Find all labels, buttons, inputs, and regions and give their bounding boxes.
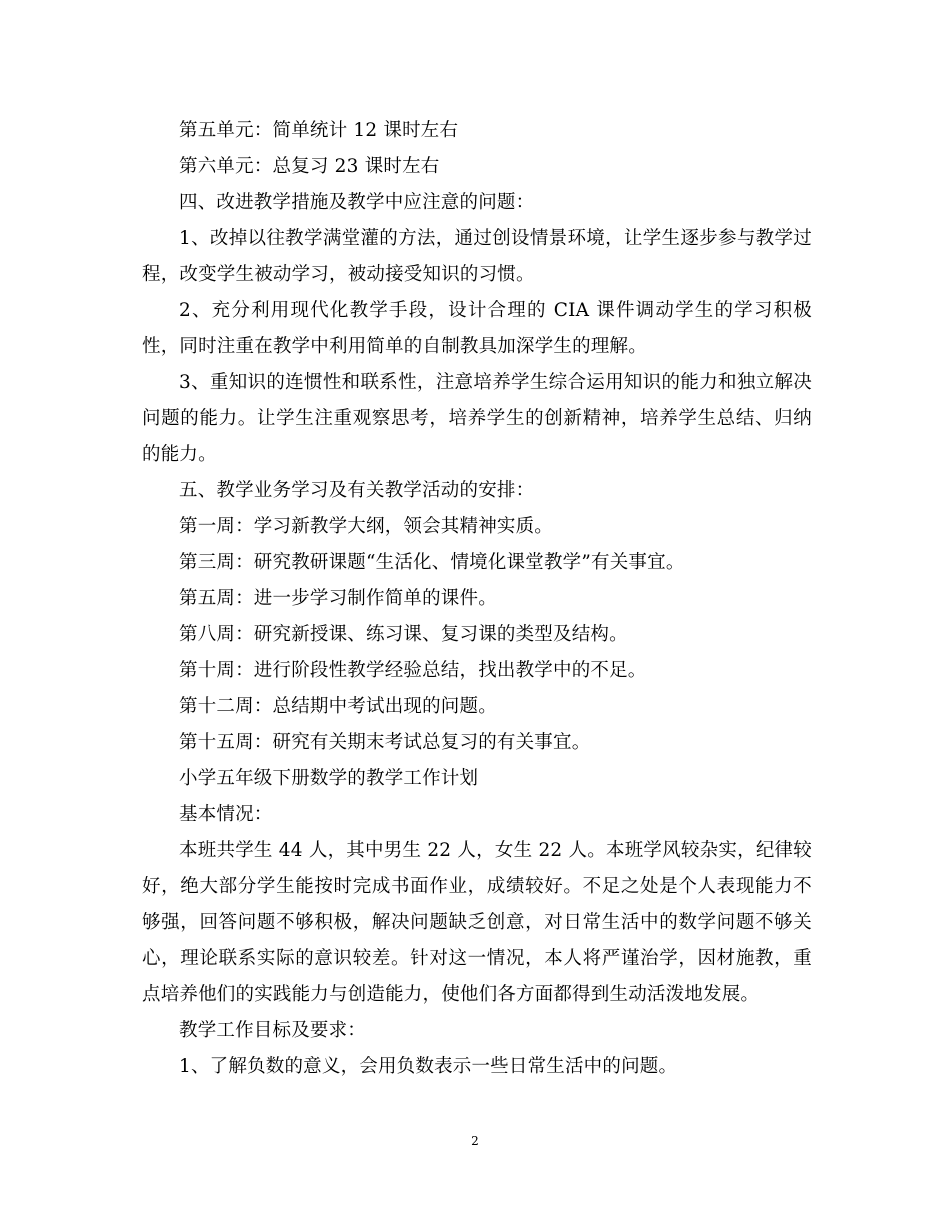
section-heading-activity-schedule: 五、教学业务学习及有关教学活动的安排： xyxy=(179,480,535,501)
document-body xyxy=(142,113,812,1085)
paragraph-unit-six: 第六单元：总复习 23 课时左右 xyxy=(179,156,440,177)
paragraph-goal-1: 1、了解负数的意义，会用负数表示一些日常生活中的问题。 xyxy=(179,1056,678,1077)
paragraph-class-situation: 本班共学生 44 人，其中男生 22 人，女生 22 人。本班学风较杂实，纪律较好，绝大部分学生能按时完成书面作业，成绩较好。不足之处是个人表现能力不够强，回答问题不够积极，解决问题缺乏创意，对日常生活中的数学问题不够关心，理论联系实际的意识较差。针对这一情况，本人将严谨治学，因材施教，重点培养他们的实践能力与创造能力，使他们各方面都得到生动活泼地发展。 xyxy=(142,840,812,1005)
paragraph-unit-five: 第五单元：简单统计 12 课时左右 xyxy=(179,120,459,141)
schedule-week-5: 第五周：进一步学习制作简单的课件。 xyxy=(179,588,497,609)
paragraph-measure-1: 1、改掉以往教学满堂灌的方法，通过创设情景环境，让学生逐步参与教学过程，改变学生被动学习，被动接受知识的习惯。 xyxy=(142,228,812,285)
schedule-week-8: 第八周：研究新授课、练习课、复习课的类型及结构。 xyxy=(179,624,628,645)
paragraph-measure-3: 3、重知识的连惯性和联系性，注意培养学生综合运用知识的能力和独立解决问题的能力。让学生注重观察思考，培养学生的创新精神，培养学生总结、归纳的能力。 xyxy=(142,372,812,465)
section-heading-basic-situation: 基本情况： xyxy=(179,804,273,825)
schedule-week-1: 第一周：学习新教学大纲，领会其精神实质。 xyxy=(179,516,554,537)
page-number: 2 xyxy=(471,1134,479,1148)
schedule-week-3: 第三周：研究教研课题“生活化、情境化课堂教学”有关事宜。 xyxy=(179,552,685,573)
plan-title: 小学五年级下册数学的教学工作计划 xyxy=(179,768,479,789)
section-heading-goals: 教学工作目标及要求： xyxy=(179,1020,367,1041)
schedule-week-12: 第十二周：总结期中考试出现的问题。 xyxy=(179,696,497,717)
schedule-week-15: 第十五周：研究有关期末考试总复习的有关事宜。 xyxy=(179,732,591,753)
schedule-week-10: 第十周：进行阶段性教学经验总结，找出教学中的不足。 xyxy=(179,660,647,681)
paragraph-measure-2: 2、充分利用现代化教学手段，设计合理的 CIA 课件调动学生的学习积极性，同时注重在教学中利用简单的自制教具加深学生的理解。 xyxy=(142,300,812,357)
section-heading-improvement-measures: 四、改进教学措施及教学中应注意的问题： xyxy=(179,192,535,213)
